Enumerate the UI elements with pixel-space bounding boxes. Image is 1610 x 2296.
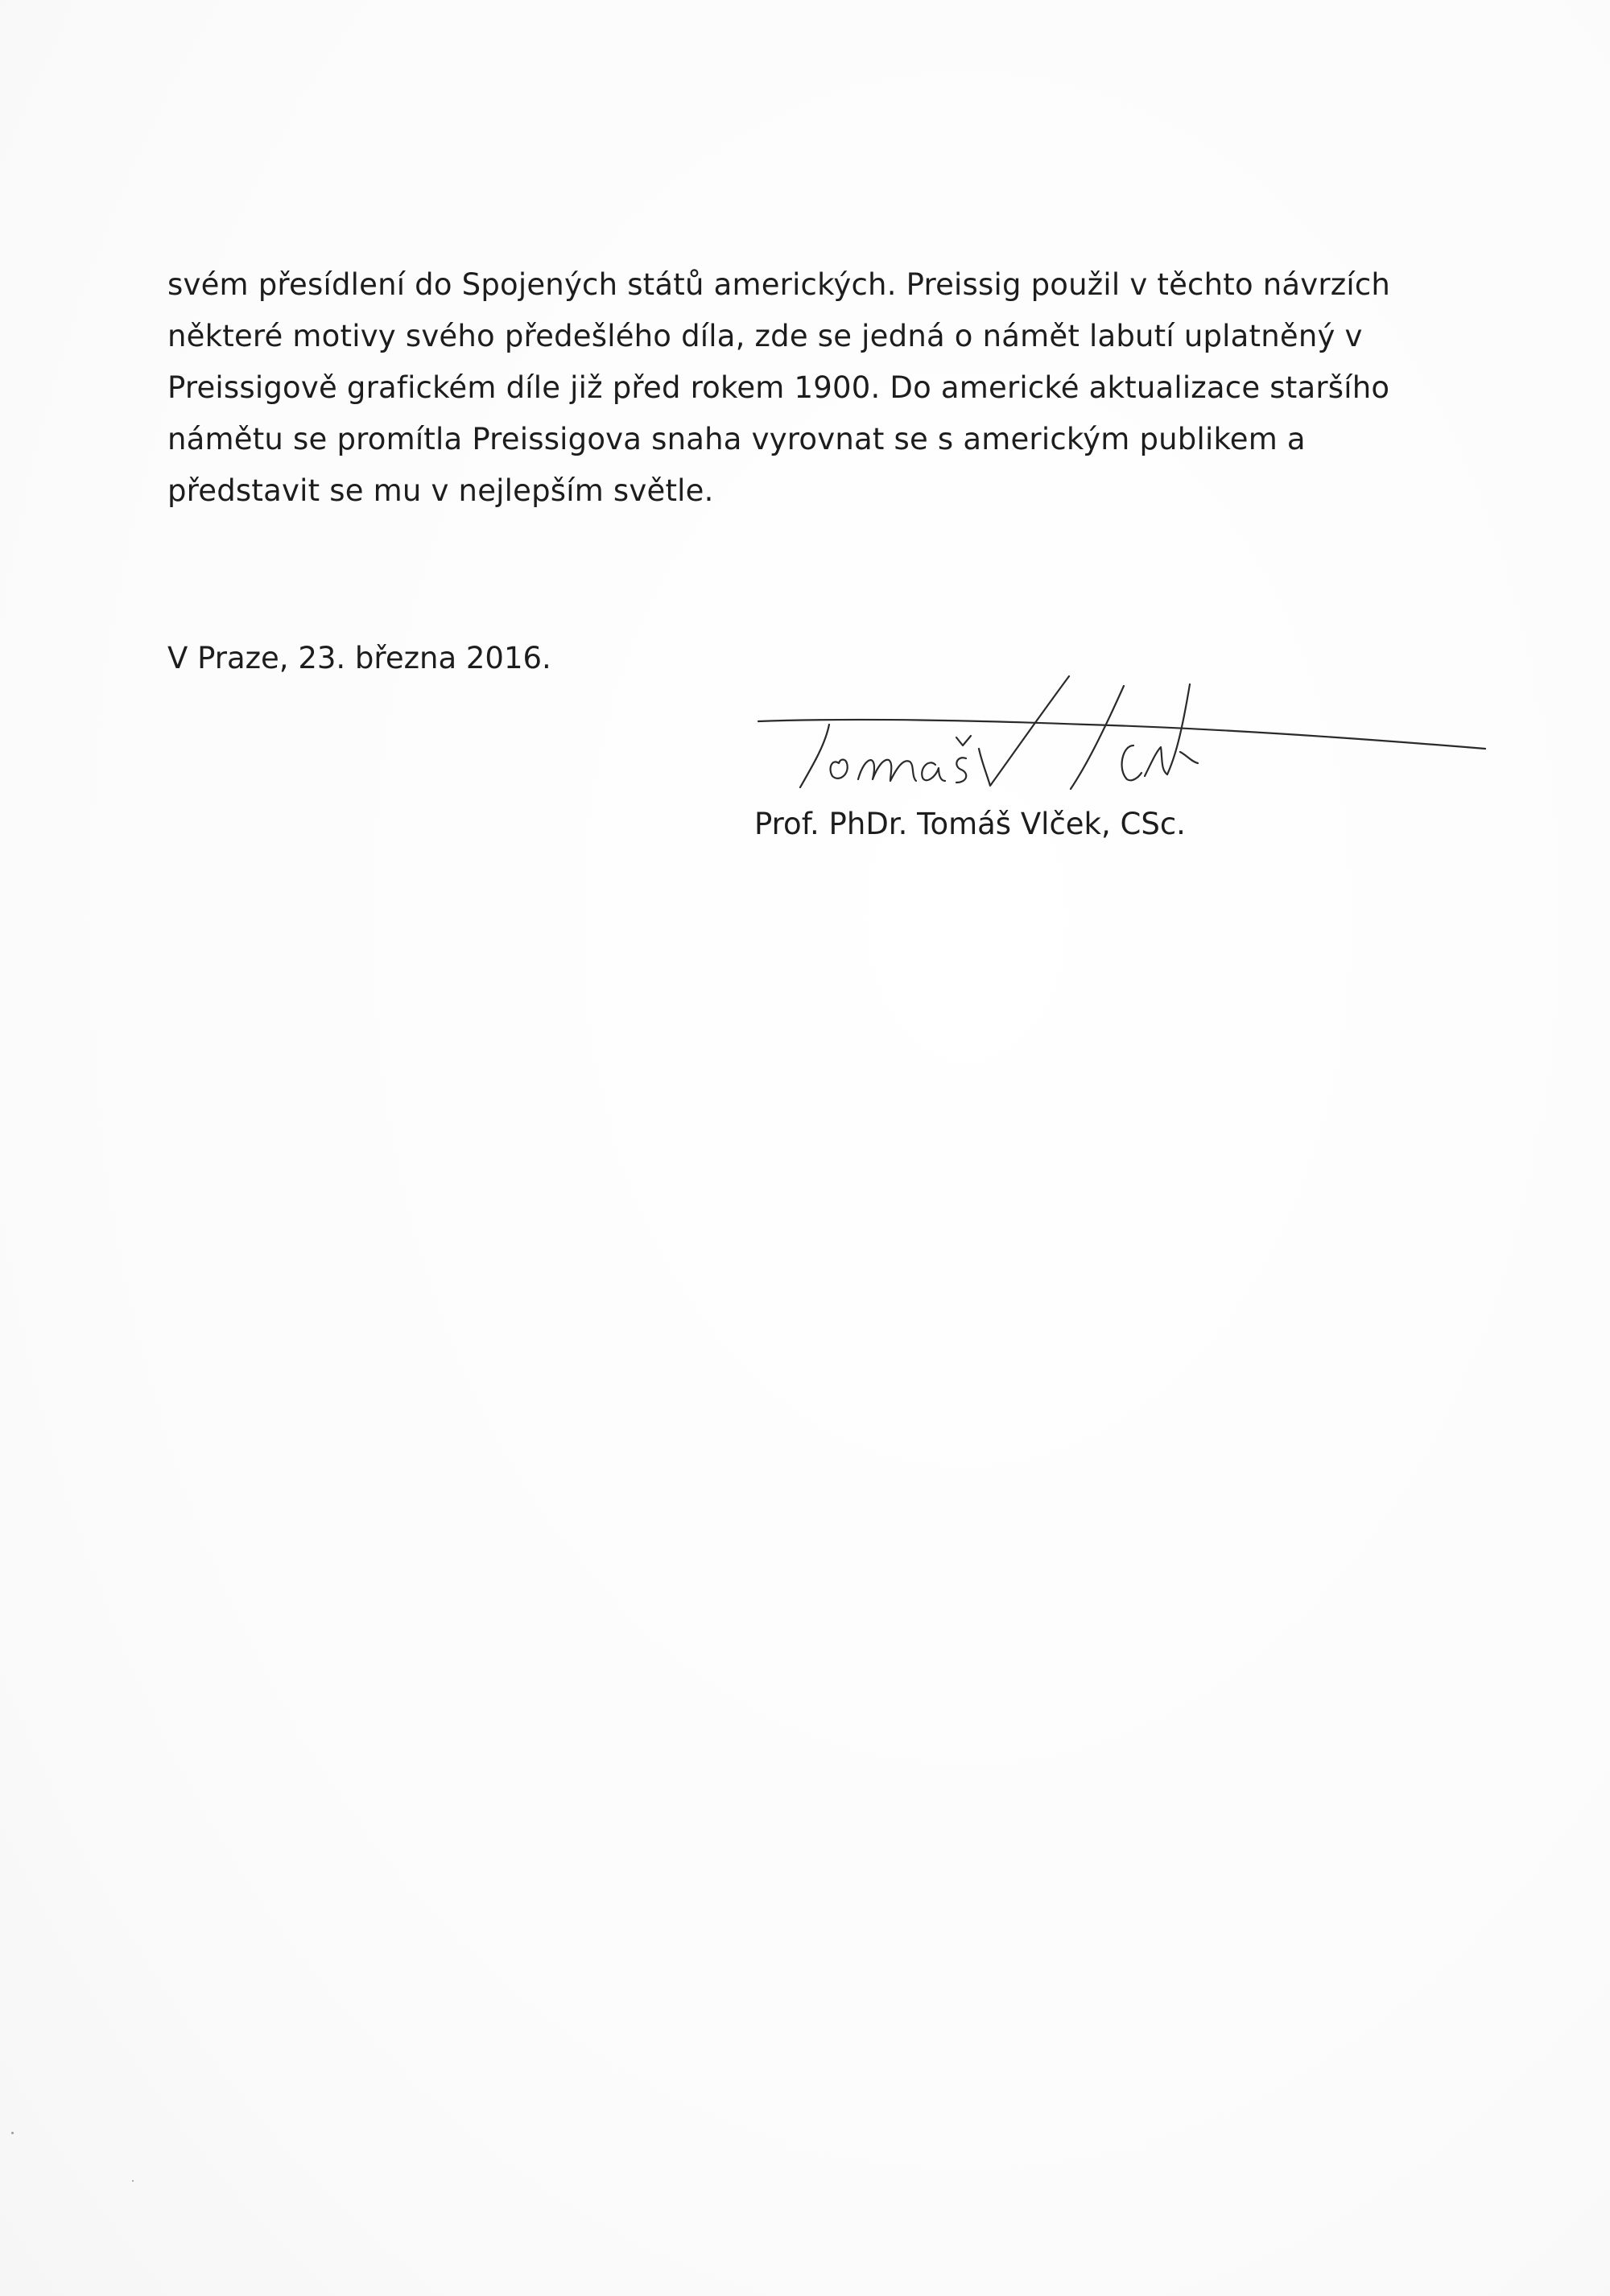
paper-speck <box>132 2180 134 2182</box>
body-line: svém přesídlení do Spojených států amerických. Preissig použil v těchto návrzích <box>167 267 1391 302</box>
paper-speck <box>11 2132 14 2134</box>
body-paragraph <box>167 259 1423 517</box>
body-line: Preissigově grafickém díle již před rokem 1900. Do americké aktualizace staršího <box>167 370 1390 405</box>
place-and-date: V Praze, 23. března 2016. <box>167 641 551 675</box>
signer-name: Prof. PhDr. Tomáš Vlček, CSc. <box>754 807 1186 841</box>
body-line: představit se mu v nejlepším světle. <box>167 473 714 508</box>
body-line: námětu se promítla Preissigova snaha vyrovnat se s americkým publikem a <box>167 422 1306 456</box>
body-line: některé motivy svého předešlého díla, zde se jedná o námět labutí uplatněný v <box>167 319 1363 353</box>
